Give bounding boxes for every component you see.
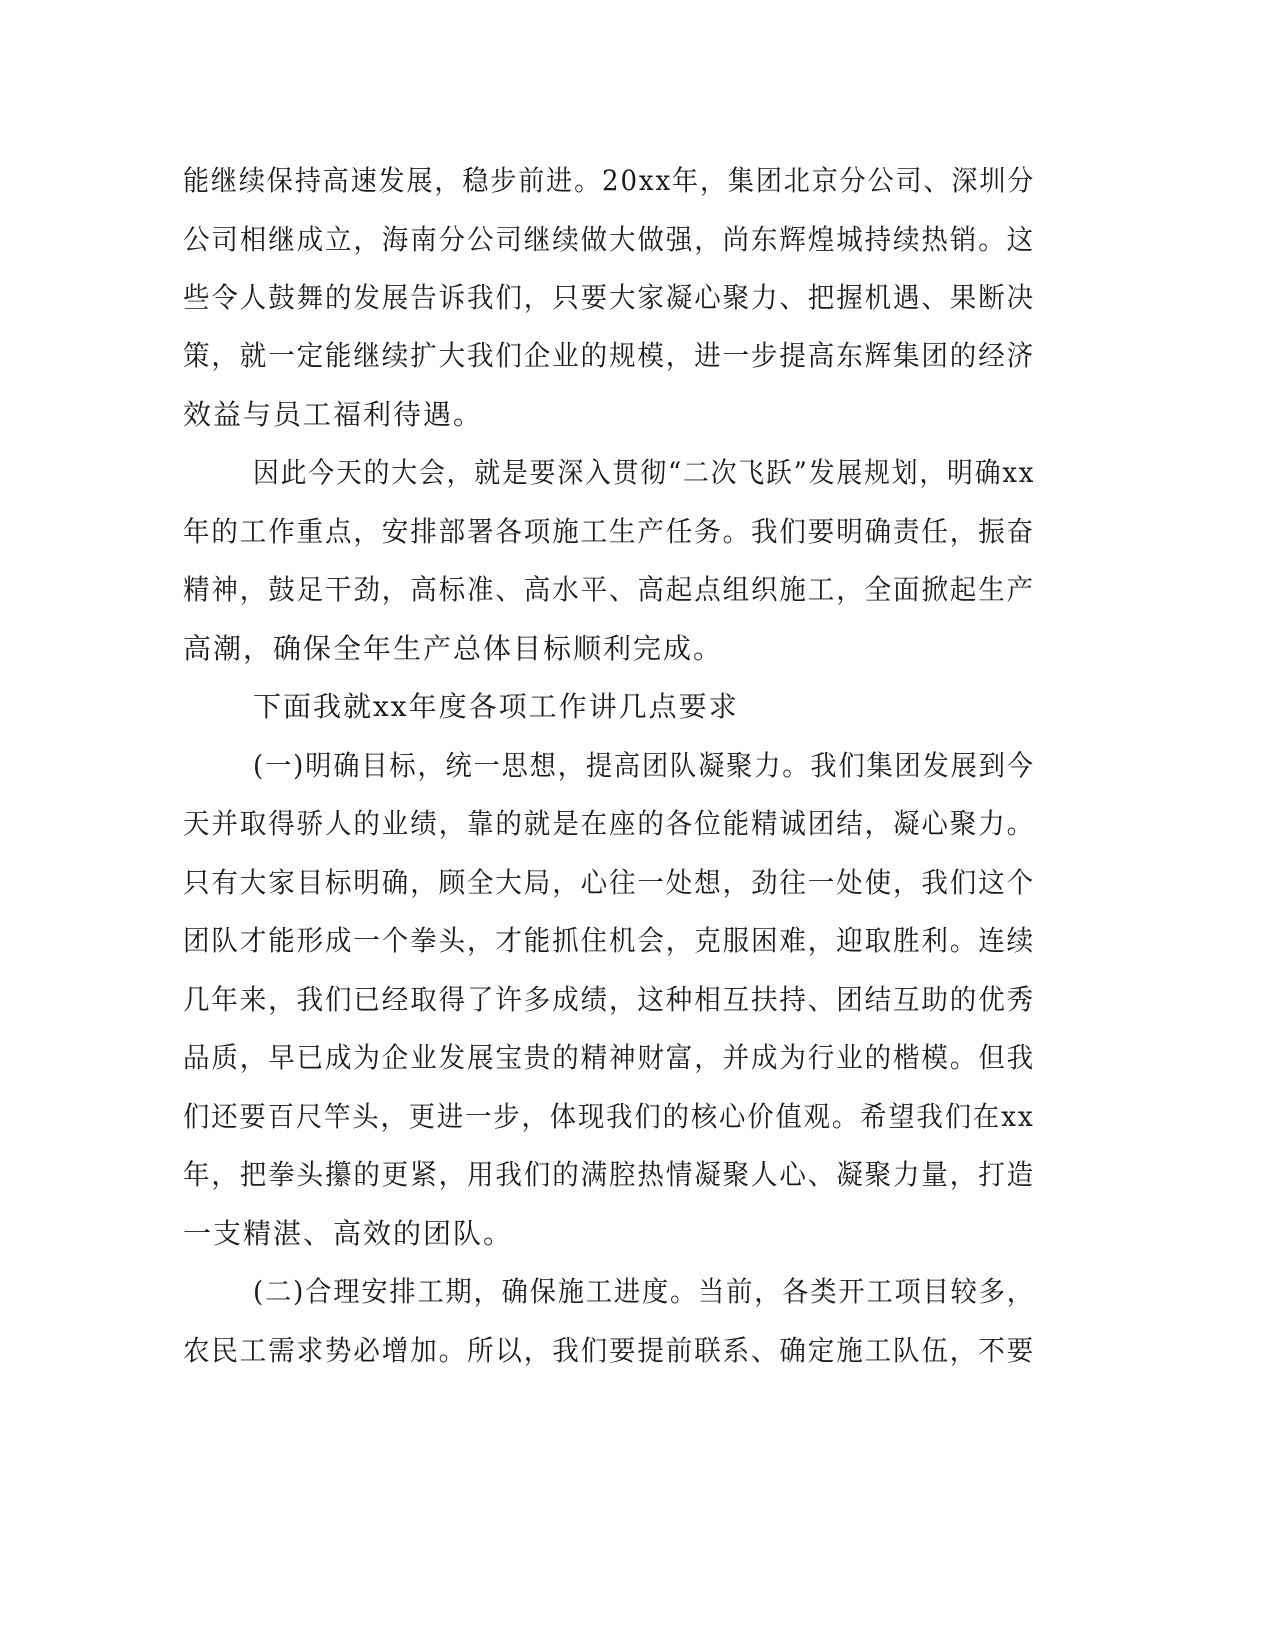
text-line: 些令人鼓舞的发展告诉我们，只要大家凝心聚力、把握机遇、果断决 <box>183 281 1036 314</box>
text-line: 公司相继成立，海南分公司继续做大做强，尚东辉煌城持续热销。这 <box>183 223 1036 256</box>
text-line: 团队才能形成一个拳头，才能抓住机会，克服困难，迎取胜利。连续 <box>183 924 1036 957</box>
text-line: 农民工需求势必增加。所以，我们要提前联系、确定施工队伍，不要 <box>183 1334 1036 1367</box>
text-line: 几年来，我们已经取得了许多成绩，这种相互扶持、团结互助的优秀 <box>183 983 1036 1016</box>
text-line: 能继续保持高速发展，稳步前进。20xx年，集团北京分公司、深圳分 <box>183 164 1036 197</box>
text-line: 天并取得骄人的业绩，靠的就是在座的各位能精诚团结，凝心聚力。 <box>183 807 1036 840</box>
text-line: 们还要百尺竿头，更进一步，体现我们的核心价值观。希望我们在xx <box>183 1100 1035 1133</box>
text-line: 品质，早已成为企业发展宝贵的精神财富，并成为行业的楷模。但我 <box>183 1041 1036 1074</box>
text-line: 下面我就xx年度各项工作讲几点要求 <box>253 690 739 723</box>
text-line: 年的工作重点，安排部署各项施工生产任务。我们要明确责任，振奋 <box>183 515 1036 548</box>
text-line: 精神，鼓足干劲，高标准、高水平、高起点组织施工，全面掀起生产 <box>183 573 1036 606</box>
text-line: (一)明确目标，统一思想，提高团队凝聚力。我们集团发展到今 <box>253 749 1035 782</box>
text-line: 因此今天的大会，就是要深入贯彻“二次飞跃”发展规划，明确xx <box>253 456 1036 489</box>
text-line: 只有大家目标明确，顾全大局，心往一处想，劲往一处使，我们这个 <box>183 866 1036 899</box>
text-line: 效益与员工福利待遇。 <box>183 398 484 431</box>
text-line: (二)合理安排工期，确保施工进度。当前，各类开工项目较多， <box>253 1275 1035 1308</box>
text-line: 高潮，确保全年生产总体目标顺利完成。 <box>183 632 724 665</box>
text-line: 年，把拳头攥的更紧，用我们的满腔热情凝聚人心、凝聚力量，打造 <box>183 1158 1036 1191</box>
text-line: 策，就一定能继续扩大我们企业的规模，进一步提高东辉集团的经济 <box>183 339 1036 372</box>
text-line: 一支精湛、高效的团队。 <box>183 1217 514 1250</box>
